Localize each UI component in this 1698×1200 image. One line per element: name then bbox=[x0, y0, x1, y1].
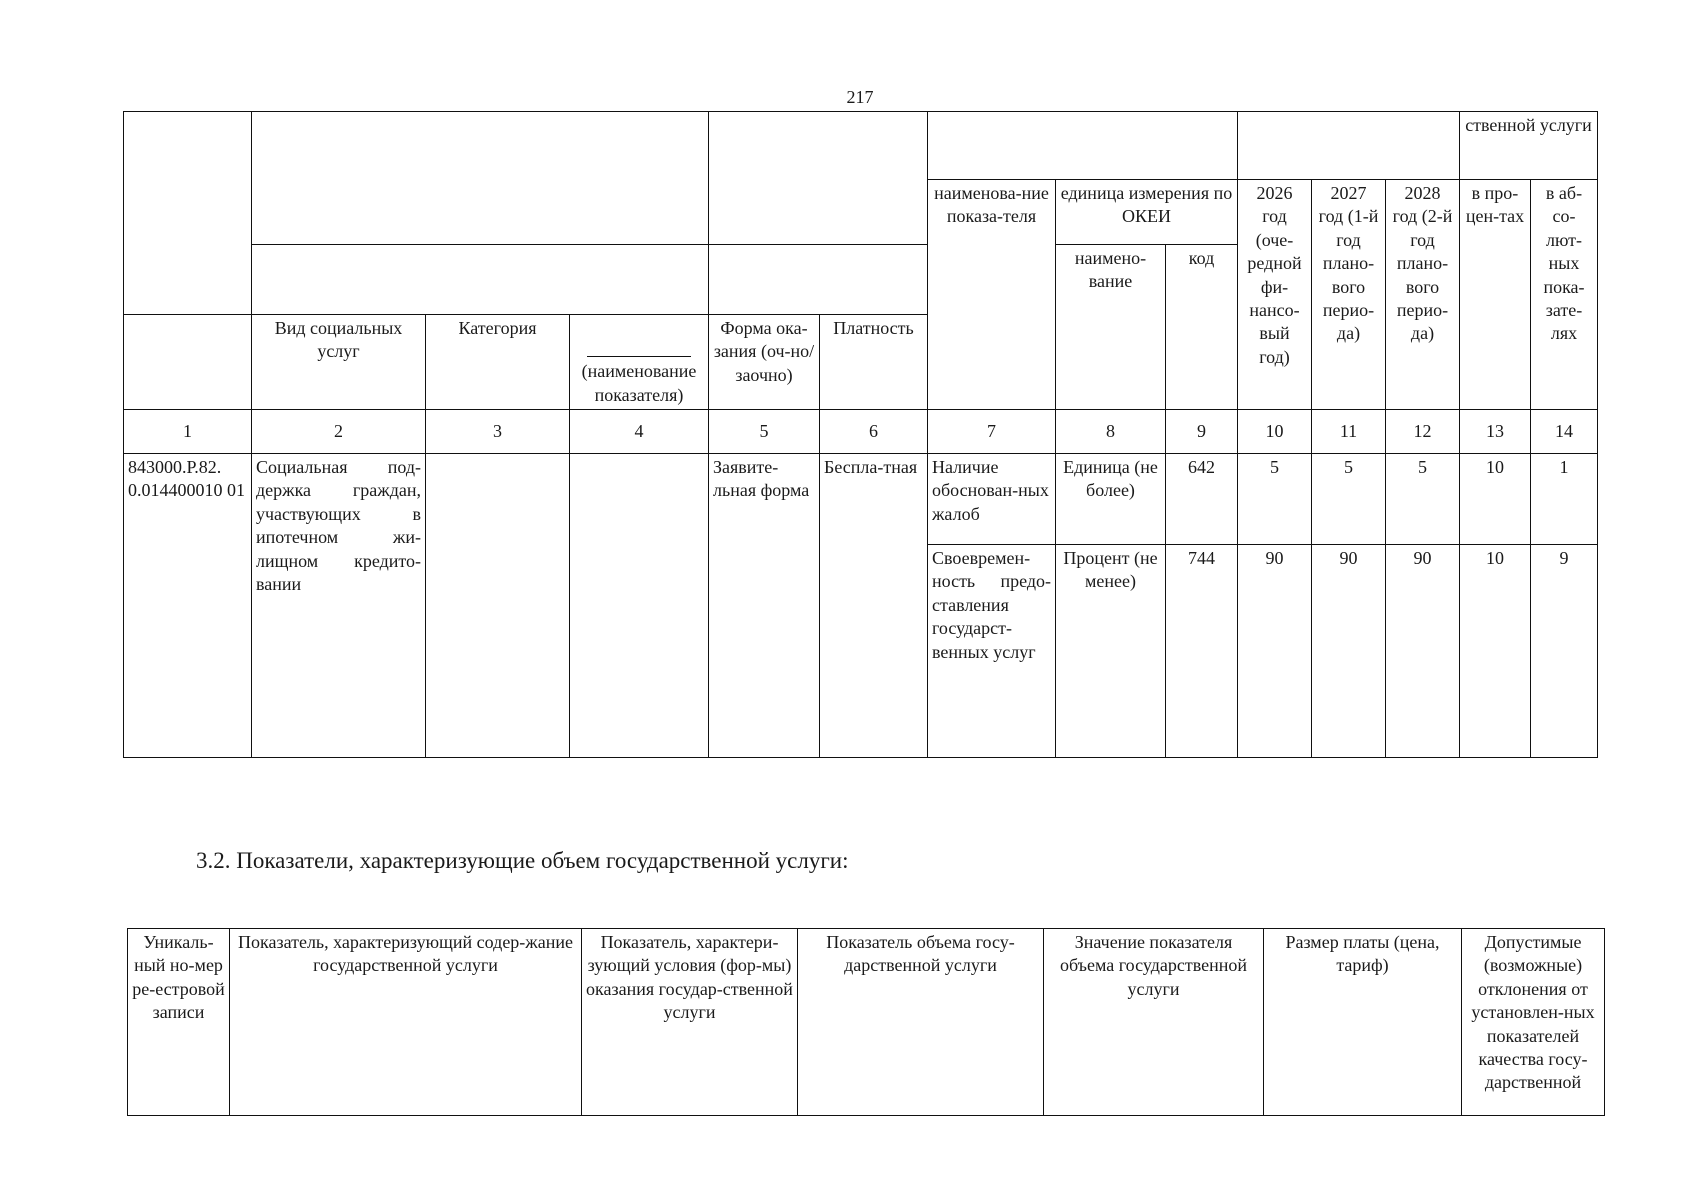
column-number: 6 bbox=[820, 410, 928, 454]
payment: Беспла-тная bbox=[820, 454, 928, 758]
header-blank bbox=[709, 245, 928, 315]
column-number: 5 bbox=[709, 410, 820, 454]
header-blank-indicator bbox=[570, 315, 709, 410]
header-registry-number: Уникаль-ный но-мер ре-естровой записи bbox=[128, 929, 230, 1116]
deviation-absolute: 1 bbox=[1531, 454, 1598, 545]
header-year-2028: 2028 год (2-й год плано-вого перио-да) bbox=[1386, 180, 1460, 410]
unit-name: Единица (не более) bbox=[1056, 454, 1166, 545]
header-okei-code: код bbox=[1166, 245, 1238, 410]
header-fee: Размер платы (цена, тариф) bbox=[1264, 929, 1462, 1116]
category-empty bbox=[426, 454, 570, 758]
volume-indicators-table bbox=[127, 928, 1605, 1116]
header-quality-continuation: ственной услуги bbox=[1460, 112, 1598, 180]
unit-code: 642 bbox=[1166, 454, 1238, 545]
column-number: 8 bbox=[1056, 410, 1166, 454]
deviation-percent: 10 bbox=[1460, 454, 1531, 545]
header-blank bbox=[124, 112, 252, 315]
column-number: 11 bbox=[1312, 410, 1386, 454]
delivery-form: Заявите-льная форма bbox=[709, 454, 820, 758]
header-blank bbox=[124, 315, 252, 410]
indicator-name: Своевремен-ность предо-ставления государст-венных услуг bbox=[928, 545, 1056, 758]
header-service-type: Вид социальных услуг bbox=[252, 315, 426, 410]
header-year-2026: 2026 год (оче-редной фи-нансо-вый год) bbox=[1238, 180, 1312, 410]
header-payment: Платность bbox=[820, 315, 928, 410]
header-blank bbox=[1238, 112, 1460, 180]
blank-line bbox=[587, 356, 691, 357]
column-number: 7 bbox=[928, 410, 1056, 454]
registry-number: 843000.Р.82. 0.014400010 01 bbox=[124, 454, 252, 758]
value-2027: 90 bbox=[1312, 545, 1386, 758]
deviation-absolute: 9 bbox=[1531, 545, 1598, 758]
header-blank bbox=[252, 112, 709, 245]
unit-name: Процент (не менее) bbox=[1056, 545, 1166, 758]
deviation-percent: 10 bbox=[1460, 545, 1531, 758]
unit-code: 744 bbox=[1166, 545, 1238, 758]
header-delivery-form: Форма ока-зания (оч-но/заочно) bbox=[709, 315, 820, 410]
header-indicator-name: наименова-ние показа-теля bbox=[928, 180, 1056, 410]
header-category: Категория bbox=[426, 315, 570, 410]
value-2026: 5 bbox=[1238, 454, 1312, 545]
header-volume-indicator: Показатель объема госу-дарственной услуги bbox=[798, 929, 1044, 1116]
header-year-2027: 2027 год (1-й год плано-вого перио-да) bbox=[1312, 180, 1386, 410]
column-number: 4 bbox=[570, 410, 709, 454]
header-content-indicator: Показатель, характеризующий содер-жание государственной услуги bbox=[230, 929, 582, 1116]
header-conditions-indicator: Показатель, характери-зующий условия (фор-мы) оказания государ-ственной услуги bbox=[582, 929, 798, 1116]
section-heading: 3.2. Показатели, характеризующие объем государственной услуги: bbox=[196, 848, 849, 873]
header-okei-unit: единица измерения по ОКЕИ bbox=[1056, 180, 1238, 245]
header-blank-indicator-label: (наименование показателя) bbox=[581, 361, 697, 405]
column-number: 12 bbox=[1386, 410, 1460, 454]
service-type: Социальная под-держка граждан, участвующих в ипотечном жи-лищном кредито-вании bbox=[252, 454, 426, 758]
header-okei-name: наимено-вание bbox=[1056, 245, 1166, 410]
header-deviation-percent: в про-цен-тах bbox=[1460, 180, 1531, 410]
column-number: 9 bbox=[1166, 410, 1238, 454]
value-2026: 90 bbox=[1238, 545, 1312, 758]
column-number: 14 bbox=[1531, 410, 1598, 454]
header-allowed-deviations: Допустимые (возможные) отклонения от установлен-ных показателей качества госу-дарственной bbox=[1462, 929, 1605, 1116]
column-number: 10 bbox=[1238, 410, 1312, 454]
column-number: 13 bbox=[1460, 410, 1531, 454]
indicator-empty bbox=[570, 454, 709, 758]
value-2027: 5 bbox=[1312, 454, 1386, 545]
header-blank bbox=[252, 245, 709, 315]
page-number: 217 bbox=[846, 87, 874, 107]
indicator-name: Наличие обоснован-ных жалоб bbox=[928, 454, 1056, 545]
header-blank bbox=[709, 112, 928, 245]
value-2028: 90 bbox=[1386, 545, 1460, 758]
quality-indicators-table bbox=[123, 111, 1598, 758]
column-number: 3 bbox=[426, 410, 570, 454]
header-deviation-absolute: в аб-со-лют-ных пока-зате-лях bbox=[1531, 180, 1598, 410]
value-2028: 5 bbox=[1386, 454, 1460, 545]
header-volume-value: Значение показателя объема государственной услуги bbox=[1044, 929, 1264, 1116]
column-number: 1 bbox=[124, 410, 252, 454]
column-number: 2 bbox=[252, 410, 426, 454]
header-blank bbox=[928, 112, 1238, 180]
